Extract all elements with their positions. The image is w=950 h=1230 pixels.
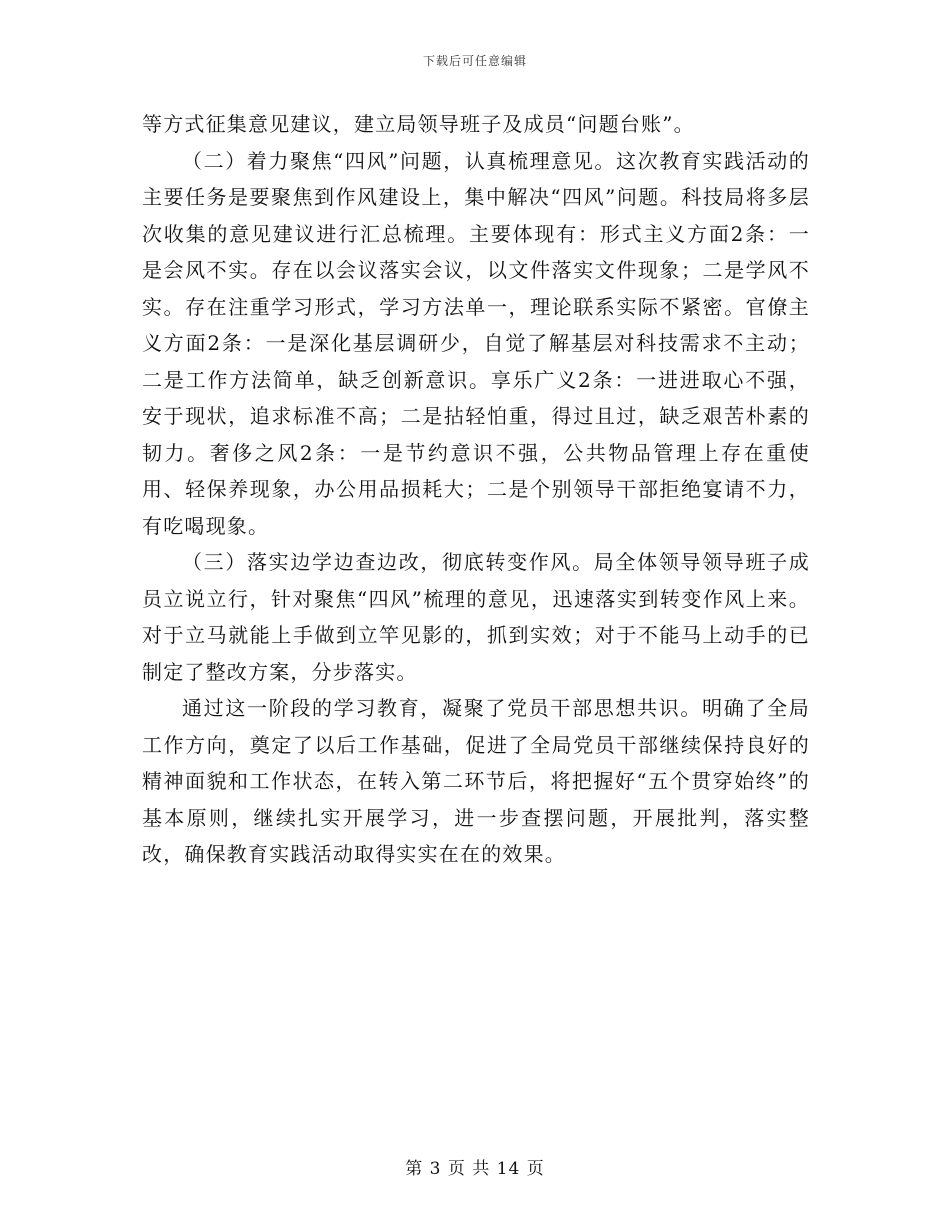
paragraph-conclusion: 通过这一阶段的学习教育，凝聚了党员干部思想共识。明确了全局工作方向，奠定了以后工作基础，促进了全局党员干部继续保持良好的精神面貌和工作状态，在转入第二环节后，将把握好“五个贯穿始终”的基本原则，继续扎实开展学习，进一步查摆问题，开展批判，落实整改，确保教育实践活动取得实实在在的效果。 <box>142 696 810 866</box>
paragraph-section-two: （二）着力聚焦“四风”问题，认真梳理意见。这次教育实践活动的主要任务是要聚焦到作风建设上，集中解决“四风”问题。科技局将多层次收集的意见建议进行汇总梳理。主要体现有：形式主义方面2条：一是会风不实。存在以会议落实会议，以文件落实文件现象；二是学风不实。存在注重学习形式，学习方法单一，理论联系实际不紧密。官僚主义方面2条：一是深化基层调研少，自觉了解基层对科技需求不主动；二是工作方法简单，缺乏创新意识。享乐广义2条：一进进取心不强，安于现状，追求标准不高；二是拈轻怕重，得过且过，缺乏艰苦朴素的韧力。奢侈之风2条：一是节约意识不强，公共物品管理上存在重使用、轻保养现象，办公用品损耗大；二是个别领导干部拒绝宴请不力，有吃喝现象。 <box>142 148 810 538</box>
paragraph-continuation: 等方式征集意见建议，建立局领导班子及成员“问题台账”。 <box>142 112 695 136</box>
page-footer: 第 3 页 共 14 页 <box>405 1159 545 1179</box>
page-header: 下载后可任意编辑 <box>422 54 527 68</box>
document-body <box>142 106 810 873</box>
paragraph-section-three: （三）落实边学边查边改，彻底转变作风。局全体领导领导班子成员立说立行，针对聚焦“四风”梳理的意见，迅速落实到转变作风上来。对于立马就能上手做到立竿见影的，抓到实效；对于不能马上动手的已制定了整改方案，分步落实。 <box>142 550 810 684</box>
